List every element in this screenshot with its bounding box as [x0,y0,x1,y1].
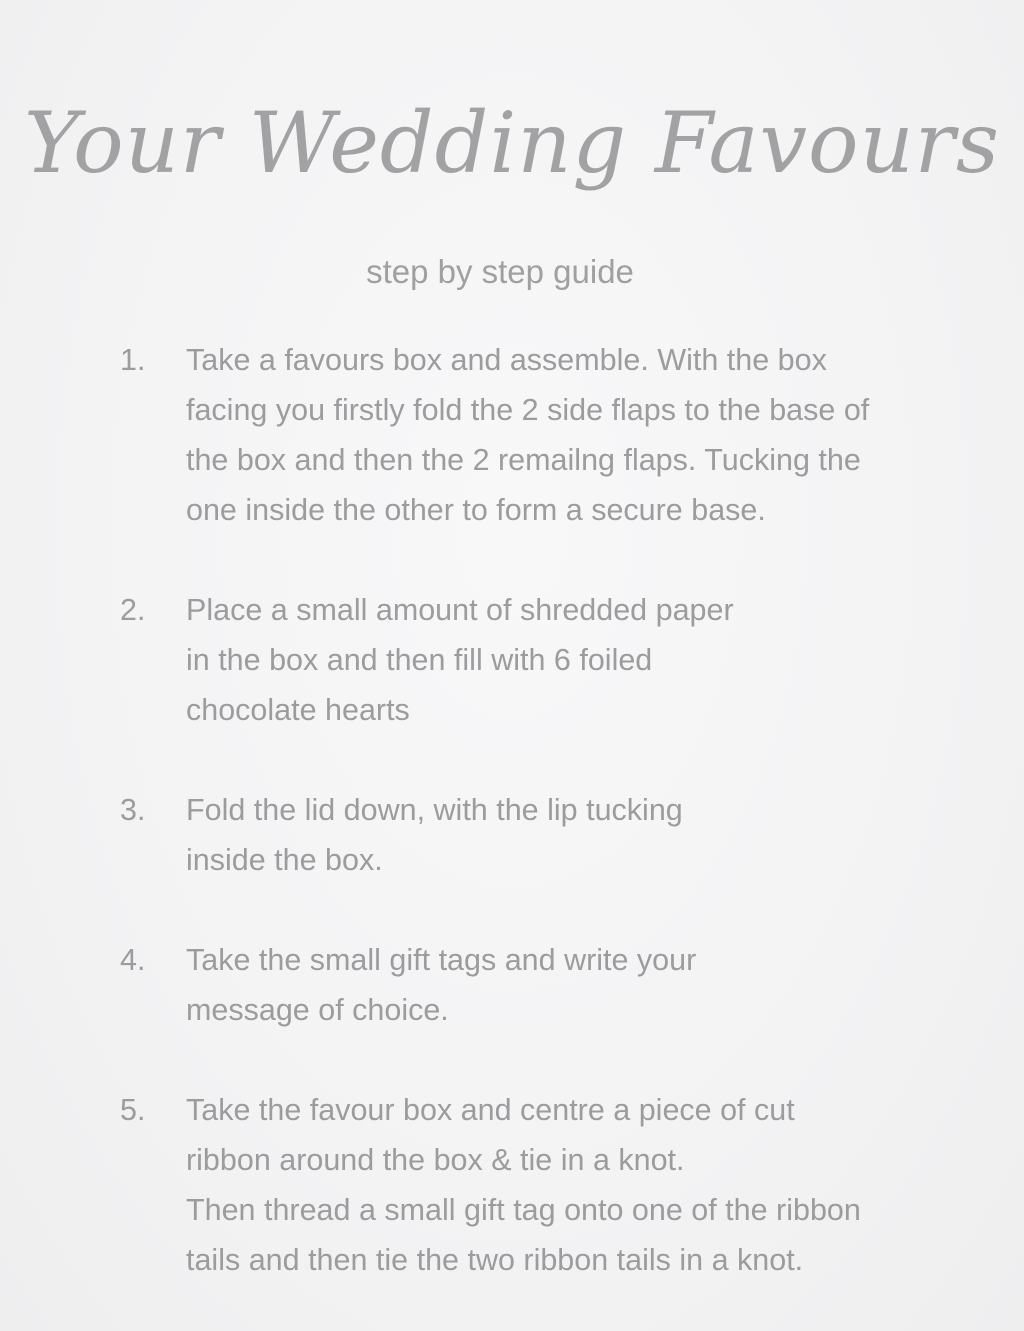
step-line: ribbon around the box & tie in a knot. [186,1143,685,1177]
step-number: 2. [120,593,146,627]
step-number: 1. [120,343,146,377]
step-number: 4. [120,943,146,977]
step-line: Take a favours box and assemble. With the box [186,343,827,377]
step-line: Take the favour box and centre a piece of cut [186,1093,795,1127]
step-line: message of choice. [186,993,449,1027]
step-line: one inside the other to form a secure base. [186,493,766,527]
page-title: Your Wedding Favours [24,94,1000,192]
step-line: chocolate hearts [186,693,410,727]
page-subtitle: step by step guide [366,253,634,290]
step-number: 3. [120,793,146,827]
step-text [186,1085,986,1285]
step-line: tails and then tie the two ribbon tails in a knot. [186,1243,804,1277]
step-line: Then thread a small gift tag onto one of the ribbon [186,1193,861,1227]
step-line: inside the box. [186,843,383,877]
step-line: Fold the lid down, with the lip tucking [186,793,683,827]
step-line: in the box and then fill with 6 foiled [186,643,653,677]
step-number: 5. [120,1093,146,1127]
step-line: Place a small amount of shredded paper [186,593,734,627]
step-line: the box and then the 2 remailng flaps. Tucking the [186,443,861,477]
step-text [186,335,986,535]
step-text [186,585,986,735]
step-text [186,785,986,885]
step-text [186,935,986,1035]
step-line: Take the small gift tags and write your [186,943,697,977]
step-line: facing you firstly fold the 2 side flaps to the base of [186,393,870,427]
